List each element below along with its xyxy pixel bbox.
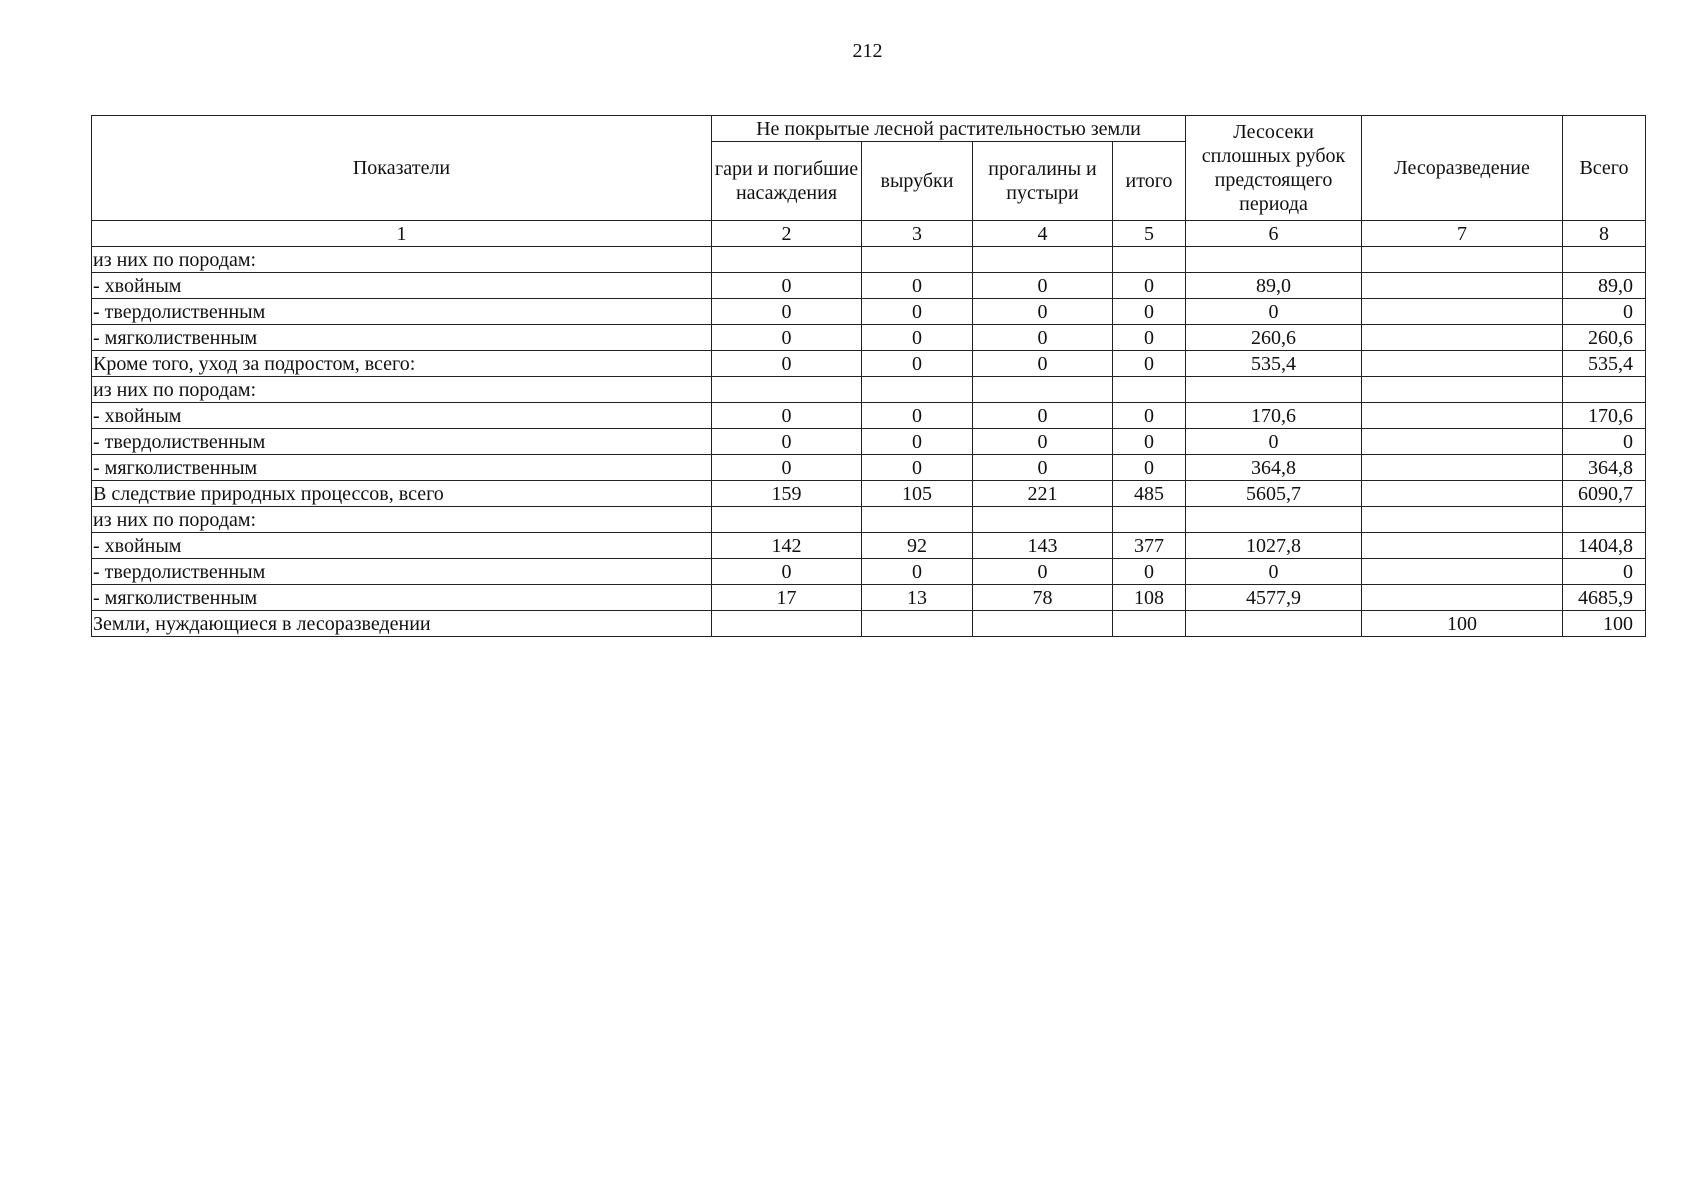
row-value: 170,6 bbox=[1563, 403, 1646, 429]
row-value: 0 bbox=[712, 273, 862, 299]
header-afforestation: Лесоразведение bbox=[1362, 116, 1563, 221]
table-body bbox=[92, 221, 1646, 637]
row-value: 0 bbox=[1113, 429, 1186, 455]
row-value bbox=[712, 377, 862, 403]
row-value: 0 bbox=[862, 559, 973, 585]
row-value bbox=[712, 247, 862, 273]
header-indicator: Показатели bbox=[92, 116, 712, 221]
row-value: 1404,8 bbox=[1563, 533, 1646, 559]
row-value: 0 bbox=[1113, 559, 1186, 585]
row-value bbox=[1362, 377, 1563, 403]
row-label: - твердолиственным bbox=[92, 429, 712, 455]
row-value: 89,0 bbox=[1563, 273, 1646, 299]
row-value bbox=[1563, 377, 1646, 403]
row-value: 0 bbox=[1113, 403, 1186, 429]
header-clearcut-areas: Лесосеки сплошных рубок предстоящего периода bbox=[1186, 116, 1362, 221]
row-value: 535,4 bbox=[1186, 351, 1362, 377]
table-row bbox=[92, 403, 1646, 429]
row-value: 4577,9 bbox=[1186, 585, 1362, 611]
table-row bbox=[92, 325, 1646, 351]
row-value: 485 bbox=[1113, 481, 1186, 507]
row-value: 0 bbox=[862, 455, 973, 481]
row-value: 0 bbox=[1186, 559, 1362, 585]
row-value: 260,6 bbox=[1186, 325, 1362, 351]
row-value: 0 bbox=[973, 429, 1113, 455]
column-number: 6 bbox=[1186, 221, 1362, 247]
row-value: 0 bbox=[862, 325, 973, 351]
table-row bbox=[92, 585, 1646, 611]
row-value: 0 bbox=[1113, 273, 1186, 299]
table-row bbox=[92, 533, 1646, 559]
row-value bbox=[1362, 351, 1563, 377]
header-uncovered-lands: Не покрытые лесной растительностью земли bbox=[712, 116, 1186, 142]
row-value bbox=[1362, 429, 1563, 455]
row-value: 0 bbox=[1113, 455, 1186, 481]
row-value bbox=[1362, 247, 1563, 273]
row-value: 0 bbox=[973, 299, 1113, 325]
table-header bbox=[92, 116, 1646, 221]
column-number: 5 bbox=[1113, 221, 1186, 247]
row-value bbox=[973, 611, 1113, 637]
table-row bbox=[92, 455, 1646, 481]
row-value: 0 bbox=[712, 559, 862, 585]
row-label: Кроме того, уход за подростом, всего: bbox=[92, 351, 712, 377]
row-value: 0 bbox=[1186, 299, 1362, 325]
table-row bbox=[92, 351, 1646, 377]
column-number: 8 bbox=[1563, 221, 1646, 247]
row-value: 0 bbox=[973, 455, 1113, 481]
header-glades: прогалины и пустыри bbox=[973, 142, 1113, 221]
table-row bbox=[92, 481, 1646, 507]
row-value bbox=[973, 247, 1113, 273]
row-label: - твердолиственным bbox=[92, 299, 712, 325]
row-label: - хвойным bbox=[92, 273, 712, 299]
row-label: - хвойным bbox=[92, 533, 712, 559]
table-row bbox=[92, 247, 1646, 273]
row-value: 0 bbox=[1563, 559, 1646, 585]
row-value: 221 bbox=[973, 481, 1113, 507]
row-value: 170,6 bbox=[1186, 403, 1362, 429]
column-number: 4 bbox=[973, 221, 1113, 247]
table-row bbox=[92, 507, 1646, 533]
row-value: 159 bbox=[712, 481, 862, 507]
header-burns: гари и погибшие насаждения bbox=[712, 142, 862, 221]
row-value bbox=[1362, 481, 1563, 507]
row-value: 100 bbox=[1362, 611, 1563, 637]
header-subtotal: итого bbox=[1113, 142, 1186, 221]
row-label: из них по породам: bbox=[92, 247, 712, 273]
row-label: - мягколиственным bbox=[92, 325, 712, 351]
row-value: 0 bbox=[712, 351, 862, 377]
row-value bbox=[1362, 533, 1563, 559]
row-value bbox=[712, 611, 862, 637]
row-value: 0 bbox=[1113, 351, 1186, 377]
row-value: 100 bbox=[1563, 611, 1646, 637]
row-value bbox=[1186, 611, 1362, 637]
row-value bbox=[1113, 377, 1186, 403]
table-row bbox=[92, 299, 1646, 325]
row-value: 0 bbox=[862, 403, 973, 429]
row-value bbox=[973, 377, 1113, 403]
row-value bbox=[1113, 507, 1186, 533]
row-value: 0 bbox=[712, 455, 862, 481]
row-value bbox=[1563, 507, 1646, 533]
row-value: 1027,8 bbox=[1186, 533, 1362, 559]
row-value bbox=[1362, 299, 1563, 325]
row-value: 260,6 bbox=[1563, 325, 1646, 351]
row-value: 78 bbox=[973, 585, 1113, 611]
row-value bbox=[1362, 455, 1563, 481]
row-value bbox=[1362, 273, 1563, 299]
row-label: В следствие природных процессов, всего bbox=[92, 481, 712, 507]
header-cuttings: вырубки bbox=[862, 142, 973, 221]
row-value bbox=[1362, 559, 1563, 585]
row-value: 6090,7 bbox=[1563, 481, 1646, 507]
row-value: 108 bbox=[1113, 585, 1186, 611]
row-value: 0 bbox=[1563, 429, 1646, 455]
row-value: 92 bbox=[862, 533, 973, 559]
column-number: 7 bbox=[1362, 221, 1563, 247]
row-value: 0 bbox=[1113, 325, 1186, 351]
row-value: 0 bbox=[973, 559, 1113, 585]
row-value: 0 bbox=[712, 403, 862, 429]
row-value bbox=[1362, 507, 1563, 533]
row-value: 17 bbox=[712, 585, 862, 611]
row-value: 0 bbox=[1186, 429, 1362, 455]
row-value: 377 bbox=[1113, 533, 1186, 559]
row-value: 364,8 bbox=[1186, 455, 1362, 481]
row-value: 0 bbox=[973, 403, 1113, 429]
row-value: 0 bbox=[973, 325, 1113, 351]
row-value bbox=[1186, 247, 1362, 273]
row-value bbox=[1362, 325, 1563, 351]
row-value bbox=[712, 507, 862, 533]
row-value: 5605,7 bbox=[1186, 481, 1362, 507]
row-value: 105 bbox=[862, 481, 973, 507]
row-value bbox=[1113, 611, 1186, 637]
table-row bbox=[92, 559, 1646, 585]
row-value: 0 bbox=[712, 325, 862, 351]
row-value bbox=[1186, 377, 1362, 403]
row-label: - мягколиственным bbox=[92, 585, 712, 611]
row-value bbox=[862, 507, 973, 533]
row-label: из них по породам: bbox=[92, 377, 712, 403]
row-value bbox=[862, 247, 973, 273]
row-value: 0 bbox=[1563, 299, 1646, 325]
header-total: Всего bbox=[1563, 116, 1646, 221]
row-value bbox=[862, 611, 973, 637]
row-label: - твердолиственным bbox=[92, 559, 712, 585]
row-value: 13 bbox=[862, 585, 973, 611]
table-row bbox=[92, 377, 1646, 403]
page-number: 212 bbox=[852, 40, 883, 62]
table-row bbox=[92, 273, 1646, 299]
row-label: - хвойным bbox=[92, 403, 712, 429]
column-number-row bbox=[92, 221, 1646, 247]
row-value: 0 bbox=[973, 273, 1113, 299]
row-value bbox=[1563, 247, 1646, 273]
row-value: 0 bbox=[973, 351, 1113, 377]
row-value: 0 bbox=[712, 429, 862, 455]
table-row bbox=[92, 611, 1646, 637]
row-value: 0 bbox=[862, 273, 973, 299]
row-value: 0 bbox=[862, 351, 973, 377]
row-value: 143 bbox=[973, 533, 1113, 559]
row-value: 0 bbox=[712, 299, 862, 325]
row-value: 142 bbox=[712, 533, 862, 559]
row-value: 0 bbox=[862, 429, 973, 455]
row-value: 364,8 bbox=[1563, 455, 1646, 481]
row-value: 89,0 bbox=[1186, 273, 1362, 299]
row-value bbox=[862, 377, 973, 403]
row-value: 0 bbox=[1113, 299, 1186, 325]
row-value: 4685,9 bbox=[1563, 585, 1646, 611]
row-value bbox=[973, 507, 1113, 533]
row-label: Земли, нуждающиеся в лесоразведении bbox=[92, 611, 712, 637]
forest-data-table bbox=[91, 115, 1646, 637]
row-value: 0 bbox=[862, 299, 973, 325]
row-value bbox=[1362, 403, 1563, 429]
row-value bbox=[1362, 585, 1563, 611]
row-label: из них по породам: bbox=[92, 507, 712, 533]
row-label: - мягколиственным bbox=[92, 455, 712, 481]
column-number: 1 bbox=[92, 221, 712, 247]
row-value bbox=[1113, 247, 1186, 273]
table-row bbox=[92, 429, 1646, 455]
row-value bbox=[1186, 507, 1362, 533]
column-number: 3 bbox=[862, 221, 973, 247]
row-value: 535,4 bbox=[1563, 351, 1646, 377]
column-number: 2 bbox=[712, 221, 862, 247]
